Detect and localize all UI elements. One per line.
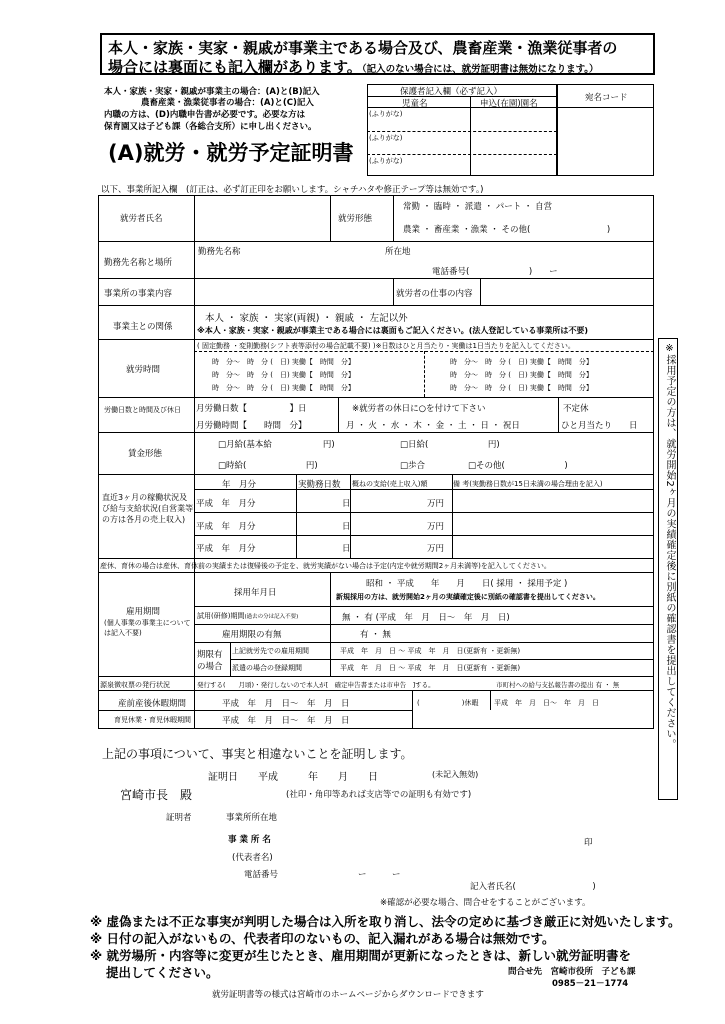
month-row-3: 平成 年 月分: [196, 544, 256, 554]
warning-2: ※ 日付の記入がないもの、代表者印のないもの、記入漏れがある場合は無効です。: [90, 931, 555, 946]
wage-daily: □日給( 円): [400, 440, 500, 450]
contact-tel: 0985－21－1774: [552, 979, 629, 989]
cert-date-note: (未記入無効): [432, 770, 479, 779]
banner-line-1: 本人・家族・実家・親戚が事業主である場合及び、農畜産業・漁業従事者の: [108, 39, 618, 57]
instruction-4: 保育園又は子ども課（各総合支所）に申し出ください。: [104, 122, 317, 132]
col-child-name: 児童名: [402, 99, 428, 109]
banner-line-2: 場合には裏面にも記入欄があります。（記入のない場合には、就労証明書は無効になります。）: [108, 58, 599, 76]
employment-period-note: (個人事業の事業主については記入不要): [104, 619, 191, 637]
hire-note: 新規採用の方は、就労開始2ヶ月の実績確定後に別紙の確認書を提出してください。: [336, 593, 600, 601]
label-business: 事業所の事業内容: [104, 289, 173, 299]
hours-line-2: 時 分～ 時 分 ( 日) 実働【 時間 分】: [212, 371, 355, 379]
warning-4: 提出してください。: [106, 965, 219, 980]
per-month: ひと月当たり 日: [561, 421, 638, 431]
day-unit-2: 日: [342, 522, 351, 532]
label-tax: 源泉徴収票の発行状況: [100, 681, 170, 689]
yen-unit-1: 万円: [427, 499, 445, 509]
rep-label: (代表者名): [232, 853, 273, 863]
label-limit: 雇用期限の有無: [222, 630, 282, 640]
label-employment-type: 就労形態: [338, 214, 373, 224]
leave-kind-value: 平成 年 月 日～ 年 月 日: [494, 699, 599, 707]
leave-note: 産休、育休の場合は産休、育休前の実績または復帰後の予定を、就労実績がない場合は予定(内定や就労期間2ヶ月未満等)を記入してください。: [100, 562, 551, 570]
hours-line-6: 時 分～ 時 分 ( 日) 実働【 時間 分】: [450, 384, 593, 392]
hours-line-4: 時 分～ 時 分 ( 日) 実働【 時間 分】: [450, 358, 593, 366]
location-label: 所在地: [385, 247, 411, 257]
seal-mark: 印: [584, 838, 593, 848]
weekdays: 月 ・ 火 ・ 水 ・ 木 ・ 金 ・ 土 ・ 日 ・ 祝日: [346, 421, 520, 431]
label-worker-name: 就労者氏名: [120, 214, 163, 224]
employment-types-2: 農業 ・ 畜産業 ・漁業 ・ その他( ): [403, 225, 611, 235]
contact: 問合せ先 宮崎市役所 子ども課: [508, 967, 636, 977]
hours-note: ( 固定勤務 ・変則勤務(シフト表等添付の場合記載不要) )※日数はひと月当たり・実働は1日当たりを記入してください。: [197, 342, 575, 350]
wage-monthly: □月給(基本給 円): [218, 440, 335, 450]
label-employment-period: 雇用期間: [126, 607, 161, 617]
label-childcare-leave: 育児休業・育児休暇期間: [114, 716, 191, 724]
tel-dash: ー ー: [358, 870, 401, 880]
instruction-1: 本人・家族・実家・親戚が事業主の場合：(A)と(B)記入: [104, 87, 320, 97]
contact-note: ※確認が必要な場合、問合せをすることがございます。: [380, 898, 591, 908]
yen-unit-2: 万円: [427, 522, 445, 532]
writer-label: 記入者氏名( ): [470, 882, 596, 892]
workplace-name-label: 勤務先名称: [198, 247, 241, 257]
tax-value: 発行する( 月頃)・発行しないので本人が[ 確定申告書または市申告 ]する。: [197, 681, 435, 689]
col-month: 年 月分: [222, 480, 257, 490]
label-workplace: 勤務先名称と場所: [104, 258, 173, 268]
employment-types-1: 常勤 ・ 臨時 ・ 派遣 ・ パート ・ 自営: [403, 202, 553, 212]
col-days: 実勤務日数: [298, 480, 341, 490]
label-relation: 事業主との関係: [113, 322, 173, 332]
phone-label: 電話番号( ) ー: [432, 267, 558, 277]
month-row-1: 平成 年 月分: [196, 499, 256, 509]
col-pay: 概ねの支給(売上収入)額: [352, 480, 428, 488]
instruction-2: 農畜産業・漁業従事者の場合：(A)と(C)記入: [141, 98, 314, 108]
guardian-header: 保護者記入欄（必ず記入）: [400, 87, 503, 97]
seal-note: (社印・角印等あれば支店等での証明も有効です): [286, 790, 472, 800]
address-label: 事業所所在地: [226, 813, 278, 823]
wage-piece: □歩合: [400, 461, 426, 471]
col-remark: 備 考(実勤務日数が15日未満の場合理由を記入): [453, 480, 603, 488]
hours-line-3: 時 分～ 時 分 ( 日) 実働【 時間 分】: [212, 384, 355, 392]
col-code: 宛名コード: [585, 93, 628, 103]
limited-value-2: 平成 年 月 日 ～ 平成 年 月 日(更新有 ・更新無): [340, 664, 521, 672]
certifier-label: 証明者: [166, 813, 192, 823]
hire-date-value: 昭和 ・ 平成 年 月 日( 採用 ・ 採用予定 ): [366, 579, 568, 589]
side-note-box: [658, 338, 678, 800]
label-hire-date: 採用年月日: [234, 588, 277, 598]
label-limited-2: 派遣の場合の登録期間: [232, 664, 302, 672]
wage-hourly: □時給( 円): [218, 461, 318, 471]
warning-3: ※ 就労場所・内容等に変更が生じたとき、雇用期間が更新になったときは、新しい就労証明書を: [90, 948, 632, 963]
wage-other: □その他( ): [468, 461, 568, 471]
limited-value-1: 平成 年 月 日 ～ 平成 年 月 日(更新有 ・更新無): [340, 647, 521, 655]
day-unit-1: 日: [342, 499, 351, 509]
leave-kind: ( )休暇: [417, 699, 479, 707]
label-recent: 直近3ヶ月の稼働状況及び給与支給状況(自営業等の方は各月の売上収入): [102, 493, 194, 524]
label-hours: 就労時間: [126, 365, 161, 375]
month-days: 月労働日数【 】日: [196, 404, 307, 414]
hours-line-5: 時 分～ 時 分 ( 日) 実働【 時間 分】: [450, 371, 593, 379]
relation-note: ※本人・家族・実家・親戚が事業主である場合には裏面もご記入ください。(法人登記している事業所は不要): [197, 326, 589, 335]
form-title: (A)就労・就労予定証明書: [108, 141, 354, 165]
label-limited: 期限有の場合: [197, 650, 223, 672]
label-wage: 賃金形態: [128, 449, 163, 459]
furigana-1: (ふりがな): [369, 110, 403, 118]
tax-value-2: 市町村への給与支払報告書の提出 有 ・ 無: [496, 681, 620, 689]
furigana-3: (ふりがな): [369, 157, 403, 165]
tel-label: 電話番号: [244, 870, 279, 880]
col-facility: 申込(在園)園名: [480, 99, 538, 109]
hours-line-1: 時 分～ 時 分 ( 日) 実働【 時間 分】: [212, 358, 355, 366]
label-trial: 試用(研修)期間(過去の分は記入不要): [197, 612, 299, 620]
limit-value: 有 ・ 無: [360, 630, 391, 640]
holiday-note: ※就労者の休日に○を付けて下さい: [352, 404, 486, 414]
warning-1: ※ 虚偽または不正な事実が判明した場合は入所を取り消し、法令の定めに基づき厳正に対処いたします。: [90, 914, 681, 929]
label-maternity-leave: 産前産後休暇期間: [118, 699, 187, 709]
label-days: 労働日数と時間及び休日: [104, 406, 181, 414]
day-unit-3: 日: [342, 544, 351, 554]
label-limited-1: 上記就労先での雇用期間: [232, 647, 309, 655]
relation-options: 本人 ・ 家族 ・ 実家(両親) ・ 親戚 ・ 左記以外: [205, 313, 408, 324]
month-hours: 月労働時間【 時間 分】: [196, 421, 307, 431]
notice-banner: [100, 33, 655, 75]
cert-date: 証明日 平成 年 月 日: [208, 772, 378, 783]
footer-note: 就労証明書等の様式は宮崎市のホームページからダウンロードできます: [212, 990, 484, 1000]
office-label: 事 業 所 名: [228, 835, 271, 845]
yen-unit-3: 万円: [427, 544, 445, 554]
childcare-leave-value: 平成 年 月 日～ 年 月 日: [222, 716, 350, 726]
month-row-2: 平成 年 月分: [196, 522, 256, 532]
cert-statement: 上記の事項について、事実と相違ないことを証明します。: [102, 747, 413, 761]
label-job: 就労者の仕事の内容: [396, 289, 473, 299]
maternity-leave-value: 平成 年 月 日～ 年 月 日: [222, 699, 350, 709]
irregular-holiday: 不定休: [563, 404, 589, 414]
side-note: ※採用予定の方は、就労開始2ヶ月の実績確定後に別紙の確認書を提出してください。: [664, 343, 675, 750]
instruction-3: 内職の方は、(D)内職申告書が必要です。必要な方は: [104, 110, 306, 120]
trial-value: 無 ・ 有 (平成 年 月 日～ 年 月 日): [342, 613, 510, 623]
furigana-2: (ふりがな): [369, 134, 403, 142]
employer-note: 以下、事業所記入欄 (訂正は、必ず訂正印をお願いします。シャチハタや修正テープ等は無効です。): [101, 185, 484, 195]
mayor: 宮崎市長 殿: [120, 788, 193, 802]
